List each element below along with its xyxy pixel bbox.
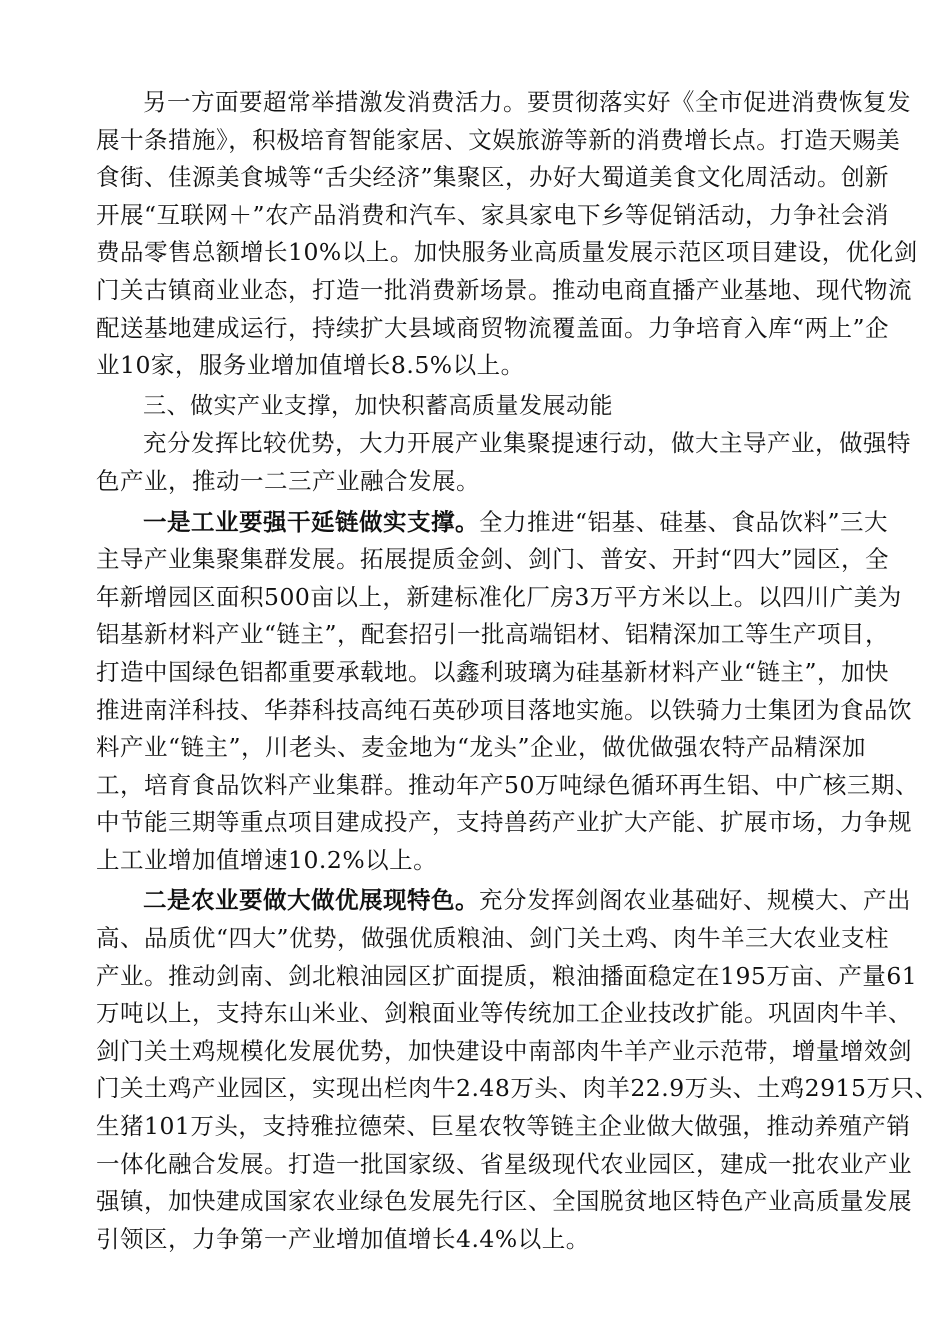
document-page xyxy=(96,84,939,1258)
text-line: 强镇，加快建成国家农业绿色发展先行区、全国脱贫地区特色产业高质量发展 xyxy=(96,1187,912,1216)
text-line: 门关土鸡产业园区，实现出栏肉牛2.48万头、肉羊22.9万头、土鸡2915万只、 xyxy=(96,1074,939,1103)
text-line: 门关古镇商业业态，打造一批消费新场景。推动电商直播产业基地、现代物流 xyxy=(96,275,912,304)
text-line xyxy=(96,504,889,542)
text-line: 配送基地建成运行，持续扩大县域商贸物流覆盖面。力争培育入库“两上”企 xyxy=(96,313,890,342)
section-heading: 三、做实产业支撑，加快积蓄高质量发展动能 xyxy=(143,392,613,419)
paragraph-lead: 二是农业要做大做优展现特色。 xyxy=(143,886,479,915)
text-line: 工，培育食品饮料产业集群。推动年产50万吨绿色循环再生铝、中广核三期、 xyxy=(96,770,919,799)
text-line: 开展“互联网＋”农产品消费和汽车、家具家电下乡等促销活动，力争社会消 xyxy=(96,200,890,229)
text-line: 费品零售总额增长10%以上。加快服务业高质量发展示范区项目建设，优化剑 xyxy=(96,238,918,267)
text-line: 年新增园区面积500亩以上，新建标准化厂房3万平方米以上。以四川广美为 xyxy=(96,582,902,611)
text-line: 高、品质优“四大”优势，做强优质粮油、剑门关土鸡、肉牛羊三大农业支柱 xyxy=(96,924,890,953)
paragraph-consumption xyxy=(96,84,918,385)
text-line: 业10家，服务业增加值增长8.5%以上。 xyxy=(96,351,525,380)
text-line: 展十条措施》，积极培育智能家居、文娱旅游等新的消费增长点。打造天赐美 xyxy=(96,125,901,154)
text-line: 引领区，力争第一产业增加值增长4.4%以上。 xyxy=(96,1224,590,1253)
text-line: 色产业，推动一二三产业融合发展。 xyxy=(96,466,480,495)
text-line: 生猪101万头，支持雅拉德荣、巨星农牧等链主企业做大做强，推动养殖产销 xyxy=(96,1112,911,1141)
paragraph-industry xyxy=(96,504,919,880)
text-line: 食街、佳源美食城等“舌尖经济”集聚区，办好大蜀道美食文化周活动。创新 xyxy=(96,163,890,192)
text-line: 中节能三期等重点项目建成投产，支持兽药产业扩大产能、扩展市场，力争规 xyxy=(96,808,912,837)
text-span: 全力推进“铝基、硅基、食品饮料”三大 xyxy=(479,507,889,536)
text-line: 充分发挥比较优势，大力开展产业集聚提速行动，做大主导产业，做强特 xyxy=(143,429,911,458)
text-line: 打造中国绿色铝都重要承载地。以鑫利玻璃为硅基新材料产业“链主”，加快 xyxy=(96,657,890,686)
paragraph-lead: 一是工业要强干延链做实支撑。 xyxy=(143,507,479,536)
text-line: 剑门关土鸡规模化发展优势，加快建设中南部肉牛羊产业示范带，增量增效剑 xyxy=(96,1036,912,1065)
text-line: 铝基新材料产业“链主”，配套招引一批高端铝材、铝精深加工等生产项目， xyxy=(96,620,890,649)
text-line xyxy=(96,882,911,920)
text-span: 充分发挥剑阁农业基础好、规模大、产出 xyxy=(479,886,911,915)
text-line: 上工业增加值增速10.2%以上。 xyxy=(96,845,438,874)
text-line: 一体化融合发展。打造一批国家级、省星级现代农业园区，建成一批农业产业 xyxy=(96,1149,912,1178)
text-line: 料产业“链主”，川老头、麦金地为“龙头”企业，做优做强农特产品精深加 xyxy=(96,733,867,762)
text-line: 产业。推动剑南、剑北粮油园区扩面提质，粮油播面稳定在195万亩、产量61 xyxy=(96,961,918,990)
text-line: 另一方面要超常举措激发消费活力。要贯彻落实好《全市促进消费恢复发 xyxy=(143,88,911,116)
text-line: 主导产业集聚集群发展。拓展提质金剑、剑门、普安、开封“四大”园区，全 xyxy=(96,545,890,574)
paragraph-intro xyxy=(96,425,911,500)
paragraph-agriculture xyxy=(96,882,939,1258)
text-line: 万吨以上，支持东山米业、剑粮面业等传统加工企业技改扩能。巩固肉牛羊、 xyxy=(96,999,912,1028)
text-line: 推进南洋科技、华莽科技高纯石英砂项目落地实施。以铁骑力士集团为食品饮 xyxy=(96,695,912,724)
